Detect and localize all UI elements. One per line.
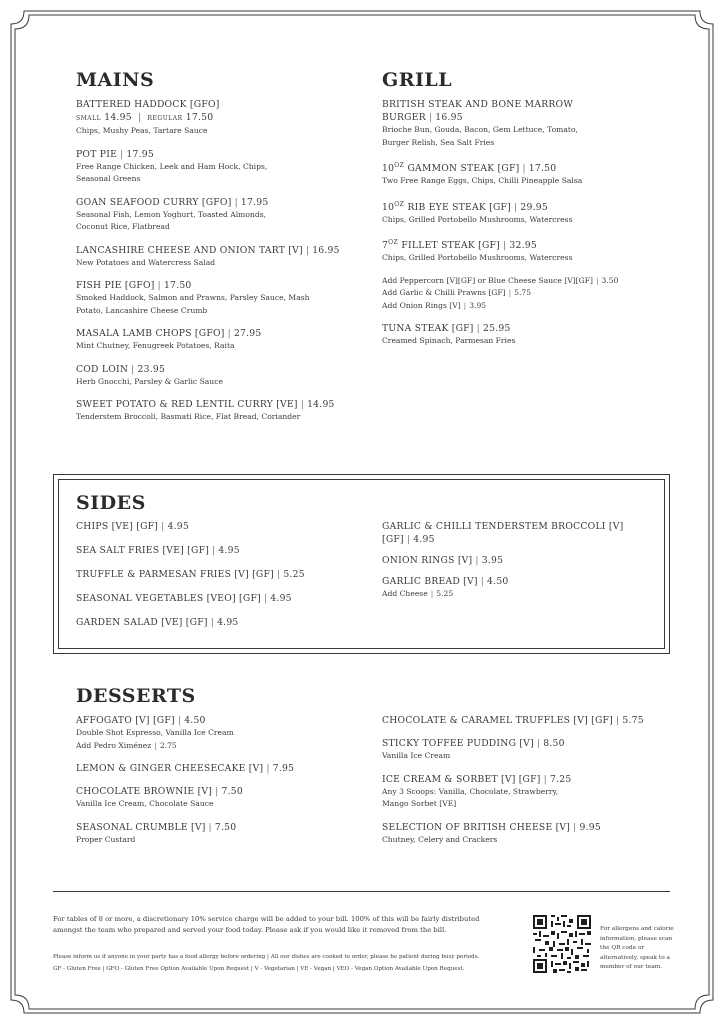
extra-text: Add Peppercorn [V][GF] or Blue Cheese Sauce [V][GF] — [382, 275, 593, 285]
menu-item: GOAN SEAFOOD CURRY [GFO] | 17.95 Seasonal Fish, Lemon Yoghurt, Toasted Almonds, Coconut Rice, Flatbread — [76, 196, 366, 234]
oz-label: OZ — [394, 200, 405, 208]
service-charge-note: For tables of 8 or more, a discretionary 10% service charge will be added to your bill. 100% of this will be fairly distributed amongst the team who prepared and served your food today. Please ask if you would like it removed from the bill. — [53, 915, 480, 934]
desserts-right-list — [382, 714, 672, 856]
item-name: TUNA STEAK [GF] — [382, 323, 474, 335]
mains-title: MAINS — [76, 69, 155, 91]
grill-extras: Add Peppercorn [V][GF] or Blue Cheese Sauce [V][GF] | 3.50 Add Garlic & Chilli Prawns [GF] | 5.75 Add Onion Rings [V] | 3.95 — [382, 275, 619, 310]
item-name: GAMMON STEAK [GF] — [407, 163, 520, 175]
item-name: RIB EYE STEAK [GF] — [407, 201, 512, 213]
menu-item: MASALA LAMB CHOPS [GFO] | 27.95 Mint Chutney, Fenugreek Potatoes, Raita — [76, 327, 366, 353]
item-price: 17.50 — [163, 280, 192, 291]
item-description: Seasonal Fish, Lemon Yoghurt, Toasted Almonds, Coconut Rice, Flatbread — [76, 209, 266, 231]
qr-code-icon[interactable] — [533, 915, 591, 973]
side-item: GARLIC & CHILLI TENDERSTEM BROCCOLI [V] [GF] | 4.95 — [382, 521, 624, 545]
item-price: 16.95 — [435, 112, 463, 123]
item-price: 16.95 — [312, 244, 340, 256]
item-name: BRITISH STEAK AND BONE MARROW BURGER — [382, 99, 574, 123]
dessert-item: CHOCOLATE BROWNIE [V] | 7.50 Vanilla Ice Cream, Chocolate Sauce — [76, 786, 243, 808]
footer-divider — [53, 891, 670, 892]
extra-text: Add Onion Rings [V] — [382, 300, 461, 310]
item-size-prices: SMALL 14.95 | REGULAR 17.50 — [76, 112, 214, 123]
side-item: ONION RINGS [V] | 3.95 — [382, 555, 504, 566]
item-name: FISH PIE [GFO] — [76, 280, 155, 291]
item-name: FILLET STEAK [GF] — [401, 240, 501, 252]
item-description: Herb Gnocchi, Parsley & Garlic Sauce — [76, 376, 223, 386]
dessert-item: AFFOGATO [V] [GF] | 4.50 Double Shot Espresso, Vanilla Ice Cream Add Pedro Ximénez | 2.75 — [76, 715, 234, 750]
side-item: GARLIC BREAD [V] | 4.50 Add Cheese | 5.25 — [382, 576, 509, 598]
dessert-item: STICKY TOFFEE PUDDING [V] | 8.50 Vanilla Ice Cream — [382, 738, 565, 760]
item-description: Free Range Chicken, Leek and Ham Hock, Chips, Seasonal Greens — [76, 161, 268, 183]
mains-list — [76, 98, 366, 434]
desserts-title: DESSERTS — [76, 685, 196, 707]
grill-list — [382, 98, 672, 358]
extra-price: 3.50 — [601, 275, 619, 285]
item-description: Brioche Bun, Gouda, Bacon, Gem Lettuce, Tomato, Burger Relish, Sea Salt Fries — [382, 125, 578, 147]
item-price: 25.95 — [483, 323, 511, 335]
menu-item: TUNA STEAK [GF] | 25.95 Creamed Spinach, Parmesan Fries — [382, 322, 672, 348]
item-name: LANCASHIRE CHEESE AND ONION TART [V] — [76, 244, 303, 256]
item-price: 17.50 — [528, 163, 557, 175]
side-item: SEA SALT FRIES [VE] [GF] | 4.95 — [76, 545, 240, 556]
item-price: 23.95 — [137, 363, 166, 375]
item-name: SWEET POTATO & RED LENTIL CURRY [VE] — [76, 399, 298, 410]
menu-item: FISH PIE [GFO] | 17.50 Smoked Haddock, Salmon and Prawns, Parsley Sauce, Mash Potato, Lancashire Cheese Crumb — [76, 279, 366, 317]
qr-info-note: For allergens and calorie information, please scan the QR code or alternatively, speak to a member of our team. — [600, 926, 674, 970]
steak-weight: 10 — [382, 201, 395, 213]
dessert-item: ICE CREAM & SORBET [V] [GF] | 7.25 Any 3 Scoops: Vanilla, Chocolate, Strawberry, Mango Sorbet [VE] — [382, 773, 572, 808]
item-price: 32.95 — [509, 240, 537, 252]
side-item: SEASONAL VEGETABLES [VEO] [GF] | 4.95 — [76, 593, 292, 604]
side-item: CHIPS [VE] [GF] | 4.95 — [76, 521, 189, 532]
item-name: MASALA LAMB CHOPS [GFO] — [76, 328, 225, 339]
menu-item: SWEET POTATO & RED LENTIL CURRY [VE] | 14.95 Tenderstem Broccoli, Basmati Rice, Flat Bread, Coriander — [76, 398, 366, 424]
extra-price: 3.95 — [469, 300, 487, 310]
item-description: Creamed Spinach, Parmesan Fries — [382, 336, 516, 346]
sides-title: SIDES — [76, 492, 146, 514]
dessert-item: SELECTION OF BRITISH CHEESE [V] | 9.95 Chutney, Celery and Crackers — [382, 821, 601, 844]
menu-item: COD LOIN | 23.95 Herb Gnocchi, Parsley & Garlic Sauce — [76, 363, 366, 389]
item-price: 29.95 — [520, 201, 548, 213]
oz-label: OZ — [388, 239, 399, 247]
menu-item: BRITISH STEAK AND BONE MARROW BURGER | 16.95 Brioche Bun, Gouda, Bacon, Gem Lettuce, Tomato, Burger Relish, Sea Salt Fries — [382, 98, 672, 149]
item-price: 14.95 — [307, 399, 335, 410]
allergy-note: Please inform us if anyone in your party has a food allergy before ordering | All our dishes are cooked to order, please be patient during busy periods. — [53, 954, 480, 960]
item-name: COD LOIN — [76, 363, 129, 375]
item-description: New Potatoes and Watercress Salad — [76, 257, 216, 267]
menu-item: $10^{OZ}$ GAMMON STEAK [GF] | 17.50 Two Free Range Eggs, Chips, Chilli Pineapple Salsa — [382, 159, 672, 188]
item-price: 17.95 — [126, 148, 154, 160]
item-description: Chips, Grilled Portobello Mushrooms, Watercress — [382, 253, 573, 263]
extra-price: 5.75 — [514, 288, 532, 298]
side-item: TRUFFLE & PARMESAN FRIES [V] [GF] | 5.25 — [76, 569, 305, 580]
item-description: Chips, Mushy Peas, Tartare Sauce — [76, 126, 208, 135]
menu-item — [76, 98, 366, 138]
dessert-item: CHOCOLATE & CARAMEL TRUFFLES [V] [GF] | 5.75 — [382, 715, 644, 726]
item-name: GOAN SEAFOOD CURRY [GFO] — [76, 196, 232, 208]
dietary-key: GF - Gluten Free | GFO - Gluten Free Option Available Upon Request | V - Vegetarian | VE - Vegan | VEO - Vegan Option Available Upon Request. — [53, 966, 465, 972]
item-description: Two Free Range Eggs, Chips, Chilli Pineapple Salsa — [382, 176, 583, 186]
item-price: 27.95 — [233, 328, 262, 339]
extra-text: Add Garlic & Chilli Prawns [GF] — [382, 288, 506, 298]
steak-weight: 7 — [382, 240, 389, 252]
dessert-item: SEASONAL CRUMBLE [V] | 7.50 Proper Custard — [76, 821, 237, 844]
desserts-left-list — [76, 714, 366, 856]
item-description: Chips, Grilled Portobello Mushrooms, Watercress — [382, 214, 573, 224]
steak-weight: 10 — [382, 163, 395, 175]
dessert-item: LEMON & GINGER CHEESECAKE [V] | 7.95 — [76, 763, 295, 774]
side-item: GARDEN SALAD [VE] [GF] | 4.95 — [76, 617, 239, 628]
oz-label: OZ — [394, 162, 405, 169]
sides-left-list — [76, 520, 366, 640]
sides-right-list — [382, 520, 652, 611]
item-name: BATTERED HADDOCK [GFO] — [76, 99, 220, 110]
item-name: POT PIE — [76, 148, 118, 160]
grill-title: GRILL — [382, 69, 453, 91]
menu-item: POT PIE | 17.95 Free Range Chicken, Leek and Ham Hock, Chips, Seasonal Greens — [76, 148, 366, 186]
item-price: 17.95 — [240, 196, 269, 208]
menu-item: LANCASHIRE CHEESE AND ONION TART [V] | 16.95 New Potatoes and Watercress Salad — [76, 244, 366, 270]
menu-item: $10^{OZ}$ RIB EYE STEAK [GF] | 29.95 Chips, Grilled Portobello Mushrooms, Watercress — [382, 198, 672, 227]
item-description: Smoked Haddock, Salmon and Prawns, Parsley Sauce, Mash Potato, Lancashire Cheese Crumb — [76, 293, 310, 315]
item-description: Mint Chutney, Fenugreek Potatoes, Raita — [76, 341, 235, 350]
menu-item: $7^{OZ}$ FILLET STEAK [GF] | 32.95 Chips, Grilled Portobello Mushrooms, Watercress — [382, 236, 672, 265]
item-description: Tenderstem Broccoli, Basmati Rice, Flat Bread, Coriander — [76, 412, 301, 421]
